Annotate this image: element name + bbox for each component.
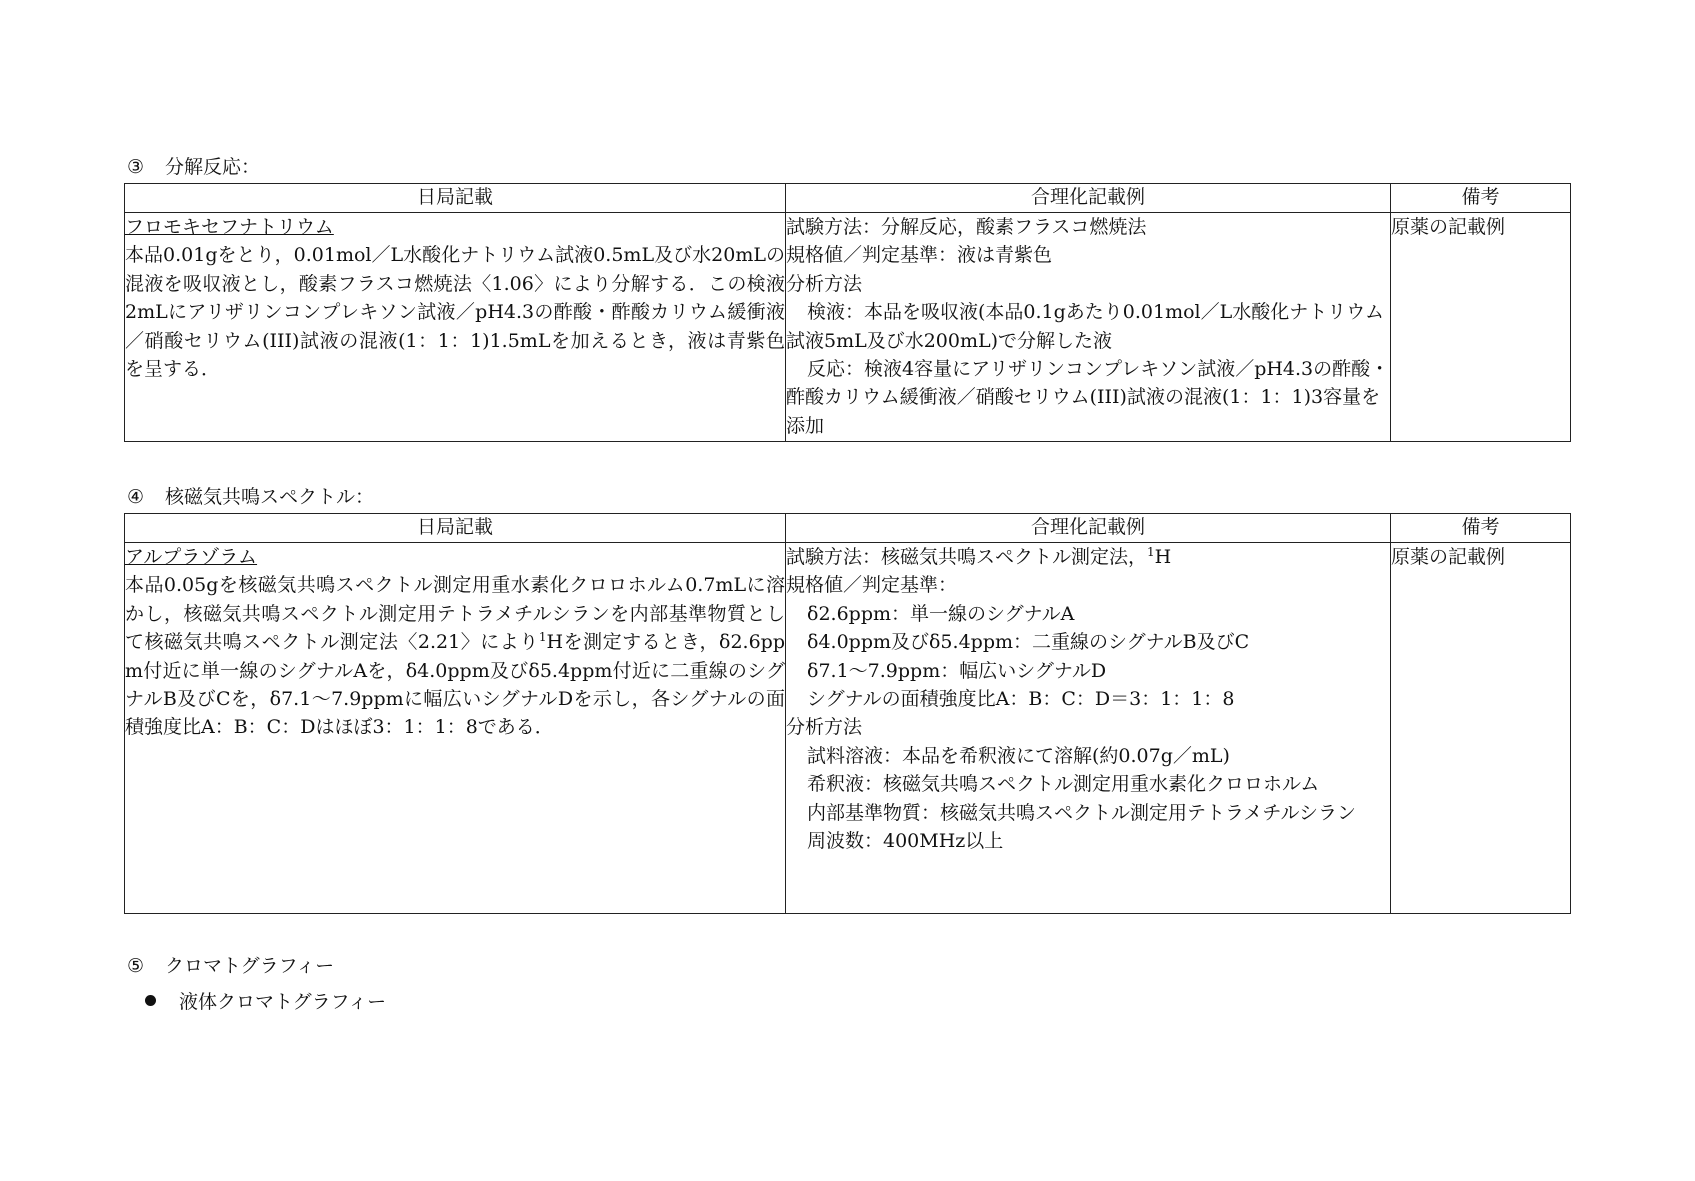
table-row (125, 213, 1571, 442)
rational-reaction: 反応：検液4容量にアリザリンコンプレキソン試液／pH4.3の酢酸・酢酸カリウム緩衝液／硝酸セリウム(III)試液の混液(1：1：1)3容量を添加 (786, 358, 1390, 437)
table-row (125, 543, 1571, 914)
jp-description-part-2: Hを測定するとき，δ2.6ppm付近に単一線のシグナルAを，δ4.0ppm及びδ5.4ppm付近に二重線のシグナルB及びCを，δ7.1～7.9ppmに幅広いシグナルDを示し，各シグナルの面積強度比A：B：C：Dはほぼ3：1：1：8である． (125, 631, 785, 739)
jp-description (125, 571, 785, 741)
rational-cell (786, 213, 1391, 442)
rational-criteria: 規格値／判定基準：液は青紫色 (786, 244, 1053, 267)
section-5-title: クロマトグラフィー (165, 955, 335, 977)
section-4-title: 核磁気共鳴スペクトル： (165, 486, 375, 508)
remarks-text: 原薬の記載例 (1391, 216, 1506, 238)
rational-criterion-a: δ2.6ppm：単一線のシグナルA (807, 602, 1075, 625)
header-jp: 日局記載 (125, 184, 786, 213)
jp-description: 本品0.01gをとり，0.01mol／L水酸化ナトリウム試液0.5mL及び水20mLの混液を吸収液とし，酸素フラスコ燃焼法〈1.06〉により分解する．この検液2mLにアリザリンコンプレキソン試液／pH4.3の酢酸・酢酸カリウム緩衝液／硝酸セリウム(III)試液の混液(1：1：1)1.5mLを加えるとき，液は青紫色を呈する． (125, 244, 785, 381)
section-3-number: ③ (127, 156, 145, 178)
header-rational: 合理化記載例 (786, 514, 1391, 543)
rational-frequency: 周波数：400MHz以上 (807, 830, 1004, 853)
table-header-row (125, 184, 1571, 213)
section-5-bullet-item (145, 990, 386, 1014)
section-5-number: ⑤ (127, 955, 145, 977)
header-rational: 合理化記載例 (786, 184, 1391, 213)
table-header-row (125, 514, 1571, 543)
rational-sample-solution: 試料溶液：本品を希釈液にて溶解(約0.07g／mL) (807, 744, 1230, 767)
jp-superscript: 1 (538, 630, 547, 645)
section-3-table (124, 183, 1571, 442)
rational-method-superscript: 1 (1147, 545, 1155, 559)
rational-internal-standard: 内部基準物質：核磁気共鳴スペクトル測定用テトラメチルシラン (807, 801, 1357, 824)
rational-method: 試験方法：分解反応，酸素フラスコ燃焼法 (786, 216, 1147, 238)
header-remarks: 備考 (1391, 514, 1571, 543)
remarks-cell (1391, 213, 1571, 442)
rational-diluent: 希釈液：核磁気共鳴スペクトル測定用重水素化クロロホルム (807, 773, 1320, 796)
section-3-title: 分解反応： (165, 156, 261, 178)
jp-description-part-1: 本品0.05gを核磁気共鳴スペクトル測定用重水素化クロロホルム0.7mLに溶かし，核磁気共鳴スペクトル測定用テトラメチルシランを内部基準物質として核磁気共鳴スペクトル測定法〈2.21〉により (125, 574, 785, 654)
rational-method-text: 試験方法：核磁気共鳴スペクトル測定法， (786, 546, 1148, 568)
rational-criterion-ratio: シグナルの面積強度比A：B：C：D＝3：1：1：8 (807, 688, 1235, 711)
rational-sample: 検液：本品を吸収液(本品0.1gあたり0.01mol／L水酸化ナトリウム試液5mL及び水200mL)で分解した液 (786, 301, 1385, 352)
section-4-number: ④ (127, 486, 145, 508)
rational-cell (786, 543, 1391, 914)
section-4-table (124, 513, 1571, 914)
rational-method-nucleus: H (1154, 546, 1172, 568)
drug-name: アルプラゾラム (125, 546, 258, 568)
drug-name: フロモキセフナトリウム (125, 216, 334, 238)
jp-cell (125, 543, 786, 914)
rational-method (786, 543, 1390, 571)
section-3-heading (127, 155, 260, 179)
remarks-text: 原薬の記載例 (1391, 546, 1506, 568)
rational-analysis-label: 分析方法 (786, 716, 863, 739)
header-remarks: 備考 (1391, 184, 1571, 213)
bullet-icon (145, 995, 156, 1006)
rational-criteria: 規格値／判定基準： (786, 574, 958, 597)
remarks-cell (1391, 543, 1571, 914)
section-4-heading (127, 485, 374, 509)
bullet-text: 液体クロマトグラフィー (179, 991, 387, 1013)
header-jp: 日局記載 (125, 514, 786, 543)
jp-cell (125, 213, 786, 442)
rational-criterion-bc: δ4.0ppm及びδ5.4ppm：二重線のシグナルB及びC (807, 631, 1250, 654)
section-5-heading (127, 954, 334, 978)
rational-criterion-d: δ7.1～7.9ppm：幅広いシグナルD (807, 659, 1107, 682)
rational-analysis-label: 分析方法 (786, 272, 863, 295)
